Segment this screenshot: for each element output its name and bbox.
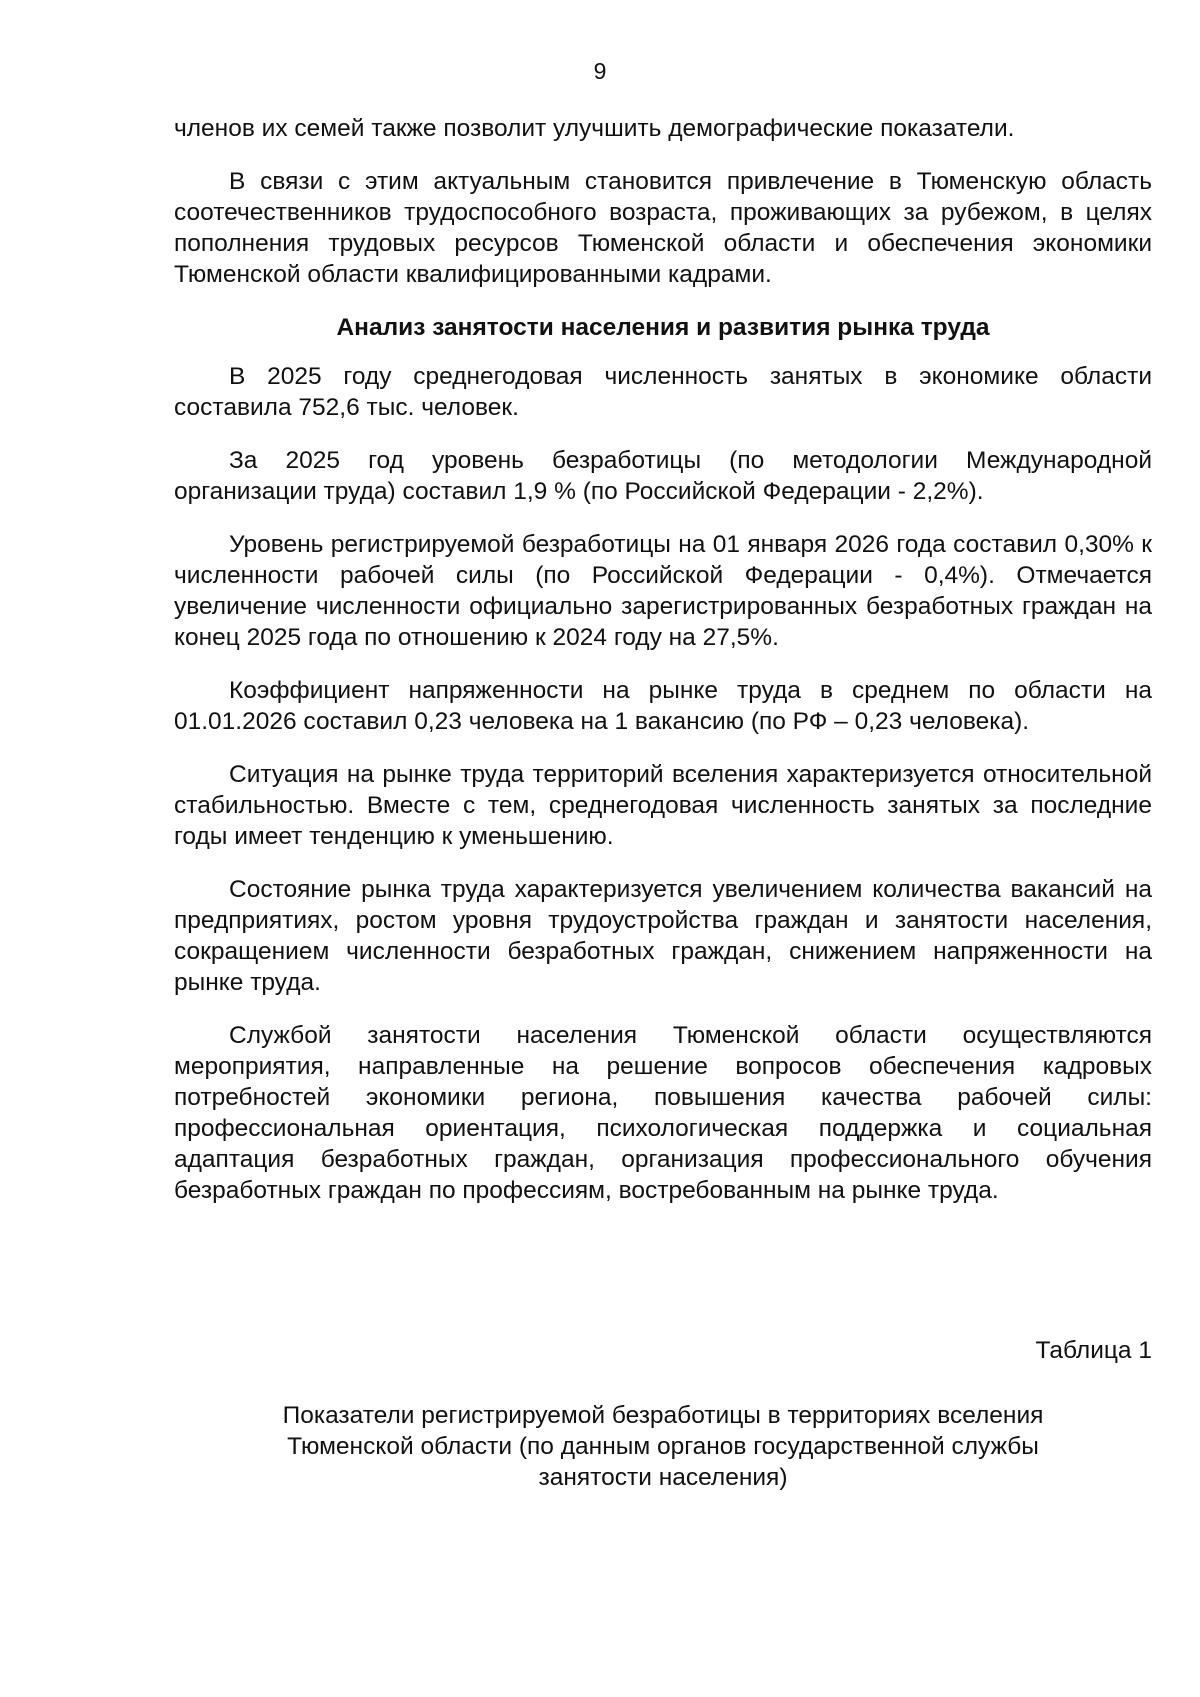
table-label: Таблица 1 [1035,1337,1152,1364]
table-caption-line: занятости населения) [538,1464,788,1491]
paragraph-registered-unemployment: Уровень регистрируемой безработицы на 01 января 2026 года составил 0,30% к численности рабочей силы (по Российской Федерации - 0,4%). Отмечается увеличение численности официально зарегистрированных безработных граждан на конец 2025 года по отношению к 2024 году на 27,5%. [174,531,1152,651]
table-caption-line: Тюменской области (по данным органов государственной службы [287,1433,1039,1460]
table-caption [174,1400,1152,1493]
paragraph-labor-market-state: Состояние рынка труда характеризуется увеличением количества вакансий на предприятиях, ростом уровня трудоустройства граждан и занятости населения, сокращением численности безработных граждан, снижением напряженности на рынке труда. [174,876,1152,996]
paragraph-employment: В 2025 году среднегодовая численность занятых в экономике области составила 752,6 тыс. человек. [174,363,1152,421]
table-caption-line: Показатели регистрируемой безработицы в территориях вселения [282,1402,1044,1429]
paragraph-settlement-territories: Ситуация на рынке труда территорий вселения характеризуется относительной стабильностью. Вместе с тем, среднегодовая численность занятых за последние годы имеет тенденцию к уменьшению. [174,761,1152,850]
paragraph-employment-service: Службой занятости населения Тюменской области осуществляются мероприятия, направленные на решение вопросов обеспечения кадровых потребностей экономики региона, повышения качества рабочей силы: профессиональная ориентация, психологическая поддержка и социальная адаптация безработных граждан, организация профессионального обучения безработных граждан по профессиям, востребованным на рынке труда. [174,1022,1152,1204]
paragraph-compatriots: В связи с этим актуальным становится привлечение в Тюменскую область соотечественников трудоспособного возраста, проживающих за рубежом, в целях пополнения трудовых ресурсов Тюменской области и обеспечения экономики Тюменской области квалифицированными кадрами. [174,168,1152,288]
paragraph-unemployment-ilo: За 2025 год уровень безработицы (по методологии Международной организации труда) составил 1,9 % (по Российской Федерации - 2,2%). [174,447,1152,505]
paragraph-continuation: членов их семей также позволит улучшить демографические показатели. [174,115,1015,142]
section-heading: Анализ занятости населения и развития рынка труда [336,314,990,341]
document-body [174,113,1152,1228]
page-number: 9 [593,58,607,84]
paragraph-tension-coefficient: Коэффициент напряженности на рынке труда в среднем по области на 01.01.2026 составил 0,23 человека на 1 вакансию (по РФ – 0,23 человека). [174,677,1152,735]
